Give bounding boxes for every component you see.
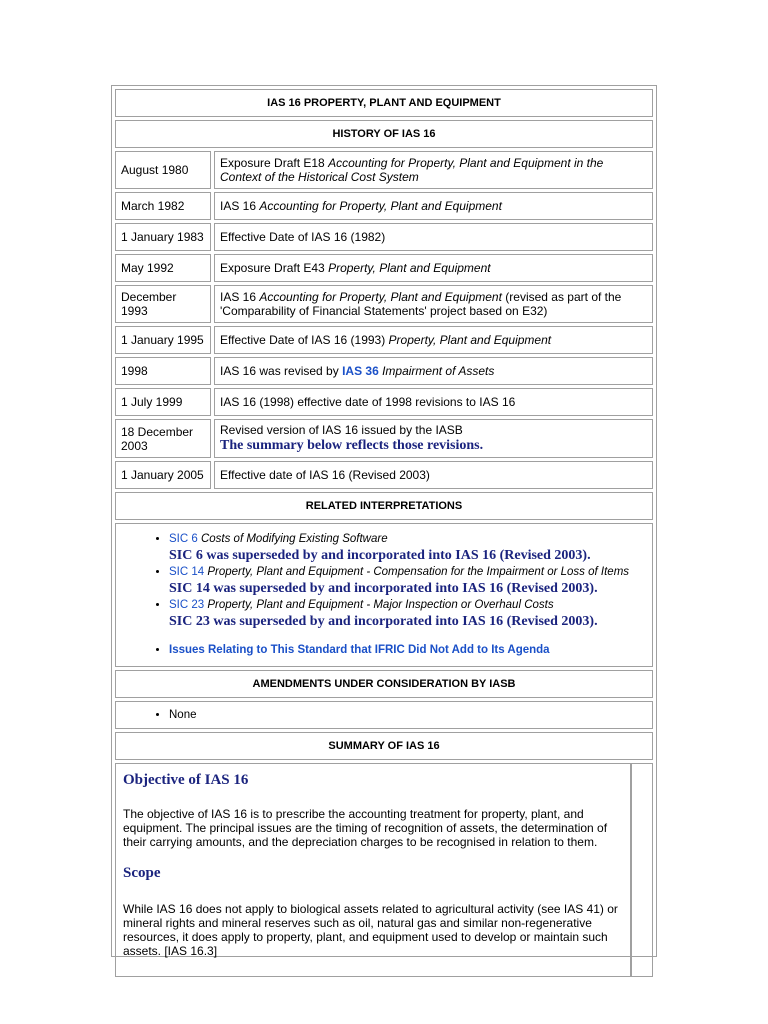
summary-content <box>115 763 631 977</box>
interpretations-list <box>115 523 653 667</box>
history-row <box>115 388 653 416</box>
history-date: 1998 <box>115 357 211 385</box>
history-desc: Exposure Draft E18 Accounting for Property, Plant and Equipment in the Context of the Historical Cost System <box>214 151 653 189</box>
list-item: • SIC 14 Property, Plant and Equipment - Compensation for the Impairment or Loss of Items SIC 14 was superseded by and incorporated into IAS 16 (Revised 2003). <box>169 565 647 596</box>
history-row <box>115 419 653 458</box>
sic23-link[interactable]: SIC 23 <box>169 599 205 611</box>
amendments-list <box>115 701 653 729</box>
history-desc: IAS 16 Accounting for Property, Plant and Equipment (revised as part of the 'Comparability of Financial Statements' project based on E32) <box>214 285 653 323</box>
list-item: • None <box>169 708 647 722</box>
history-desc: Exposure Draft E43 Property, Plant and Equipment <box>214 254 653 282</box>
scope-title: Scope <box>123 865 161 881</box>
history-row <box>115 151 653 189</box>
history-date: 18 December 2003 <box>115 419 211 458</box>
list-item: • SIC 6 Costs of Modifying Existing Software SIC 6 was superseded by and incorporated into IAS 16 (Revised 2003). <box>169 532 647 563</box>
summary-side-cell <box>631 763 653 977</box>
history-date: 1 January 1983 <box>115 223 211 251</box>
history-row <box>115 285 653 323</box>
history-desc: IAS 16 (1998) effective date of 1998 revisions to IAS 16 <box>214 388 653 416</box>
history-row <box>115 357 653 385</box>
objective-text: The objective of IAS 16 is to prescribe the accounting treatment for property, plant, and equipment. The principal issues are the timing of recognition of assets, the determination of their carrying amounts, and the depreciation charges to be recognised in relation to them. <box>123 807 608 849</box>
history-heading: HISTORY OF IAS 16 <box>115 120 653 148</box>
history-date: December 1993 <box>115 285 211 323</box>
history-row <box>115 254 653 282</box>
history-date: 1 January 1995 <box>115 326 211 354</box>
history-desc: IAS 16 Accounting for Property, Plant and Equipment <box>214 192 653 220</box>
history-date: March 1982 <box>115 192 211 220</box>
summary-heading: SUMMARY OF IAS 16 <box>115 732 653 760</box>
amendments-heading: AMENDMENTS UNDER CONSIDERATION BY IASB <box>115 670 653 698</box>
history-date: 1 January 2005 <box>115 461 211 489</box>
summary-table <box>115 763 653 977</box>
history-desc: IAS 16 was revised by IAS 36 Impairment of Assets <box>214 357 653 385</box>
history-desc: Effective Date of IAS 16 (1993) Property, Plant and Equipment <box>214 326 653 354</box>
history-date: 1 July 1999 <box>115 388 211 416</box>
ifric-issues-link[interactable]: Issues Relating to This Standard that IFRIC Did Not Add to Its Agenda <box>169 644 550 656</box>
ias36-link[interactable]: IAS 36 <box>342 364 379 378</box>
sic6-link[interactable]: SIC 6 <box>169 533 198 545</box>
history-row <box>115 326 653 354</box>
history-date: May 1992 <box>115 254 211 282</box>
ias16-table <box>112 86 656 980</box>
revision-note: The summary below reflects those revisions. <box>220 438 484 453</box>
document-frame <box>111 85 657 957</box>
history-row <box>115 223 653 251</box>
history-desc: Effective Date of IAS 16 (1982) <box>214 223 653 251</box>
interpretations-heading: RELATED INTERPRETATIONS <box>115 492 653 520</box>
summary-container <box>115 763 653 977</box>
objective-title: Objective of IAS 16 <box>123 772 249 788</box>
list-item: • SIC 23 Property, Plant and Equipment - Major Inspection or Overhaul Costs SIC 23 was superseded by and incorporated into IAS 16 (Revised 2003). <box>169 598 647 629</box>
history-row <box>115 461 653 489</box>
page-title: IAS 16 PROPERTY, PLANT AND EQUIPMENT <box>115 89 653 117</box>
sic14-link[interactable]: SIC 14 <box>169 566 205 578</box>
scope-text: While IAS 16 does not apply to biological assets related to agricultural activity (see IAS 41) or mineral rights and mineral reserves such as oil, natural gas and similar non-regenerative resources, it does apply to property, plant, and equipment used to develop or maintain such assets. [IAS 16.3] <box>123 902 618 958</box>
history-date: August 1980 <box>115 151 211 189</box>
history-desc: Effective date of IAS 16 (Revised 2003) <box>214 461 653 489</box>
history-row <box>115 192 653 220</box>
history-desc: Revised version of IAS 16 issued by the IASB The summary below reflects those revisions. <box>214 419 653 458</box>
list-item <box>169 643 647 657</box>
